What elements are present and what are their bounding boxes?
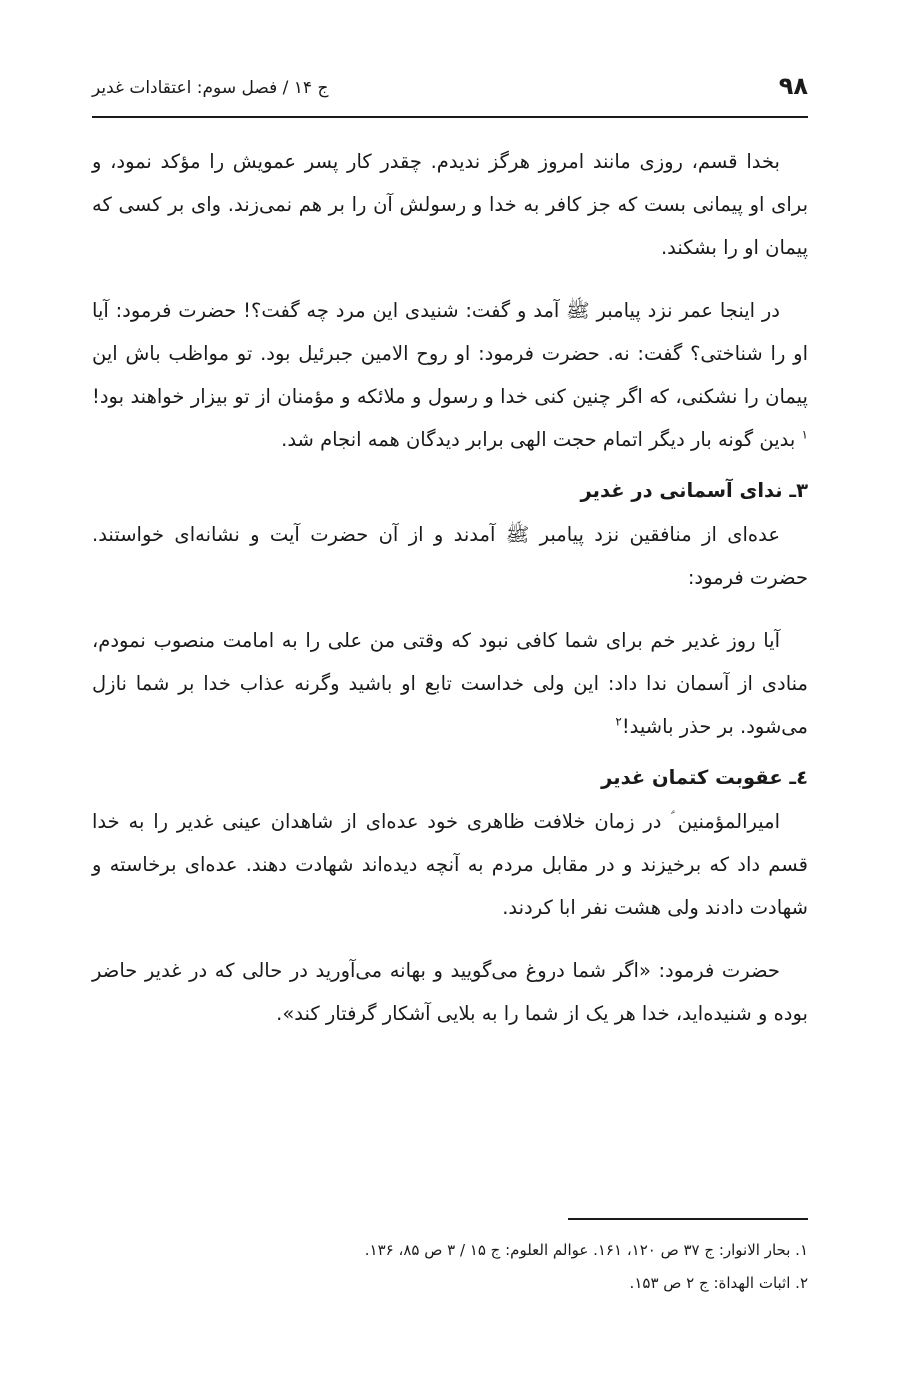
running-header-title: ج ۱۴ / فصل سوم: اعتقادات غدیر [92,78,329,98]
footnote: ۱. بحار الانوار: ج ۳۷ ص ۱۲۰، ۱۶۱. عوالم العلوم: ج ۱۵ / ۳ ص ۸۵، ۱۳۶. [364,1241,808,1259]
paragraph-text: بدین گونه بار دیگر اتمام حجت الهی برابر دیدگان همه انجام شد. [281,428,802,451]
footnotes [92,1234,808,1300]
paragraph: حضرت فرمود: «اگر شما دروغ می‌گویید و بهانه می‌آورید در حالی که در غدیر حاضر بوده و شنیده‌اید، خدا هر یک از شما را به بلایی آشکار گرفتار کند». [92,959,808,1025]
paragraph: امیرالمؤمنین ؑ در زمان خلافت ظاهری خود عده‌ای از شاهدان عینی غدیر را به خدا قسم داد که برخیزند و در مقابل مردم به آنچه دیده‌اند شهادت دهند. عده‌ای برخاسته و شهادت دادند ولی هشت نفر ابا کردند. [92,810,808,919]
running-header [92,72,808,108]
body-text [92,140,808,1055]
footnote-reference: ۱ [801,427,808,442]
page-number: ۹۸ [778,72,808,100]
paragraph [92,619,808,748]
section-heading: ٤ـ عقوبت کتمان غدیر [601,766,808,789]
book-page [92,0,808,1390]
paragraph [92,289,808,461]
paragraph-text: آیا روز غدیر خم برای شما کافی نبود که وقتی من علی را به امامت منصوب نمودم، منادی از آسمان ندا داد: این ولی خداست تابع او باشید وگرنه عذاب خدا بر شما نازل می‌شود. بر حذر باشید! [92,629,808,738]
paragraph: عده‌ای از منافقین نزد پیامبر ﷺ آمدند و از آن حضرت آیت و نشانه‌ای خواستند. حضرت فرمود: [92,523,808,589]
footnote: ۲. اثبات الهداة: ج ۲ ص ۱۵۳. [629,1274,808,1292]
footnote-divider [568,1218,808,1220]
header-divider [92,116,808,118]
section-heading: ۳ـ ندای آسمانی در غدیر [580,479,808,502]
paragraph-text: در اینجا عمر نزد پیامبر ﷺ آمد و گفت: شنیدی این مرد چه گفت؟! حضرت فرمود: آیا او را شناختی؟ گفت: نه. حضرت فرمود: او روح الامین جبرئیل بود. تو مواظب باش این پیمان را نشکنی، که اگر چنین کنی خدا و رسول و ملائکه و مؤمنان از تو بیزار خواهند بود! [92,299,808,408]
paragraph: بخدا قسم، روزی مانند امروز هرگز ندیدم. چقدر کار پسر عمویش را مؤکد نمود، و برای او پیمانی بست که جز کافر به خدا و رسولش آن را بر هم نمی‌زند. وای بر کسی که پیمان او را بشکند. [92,150,808,259]
footnote-reference: ۲ [615,714,622,729]
